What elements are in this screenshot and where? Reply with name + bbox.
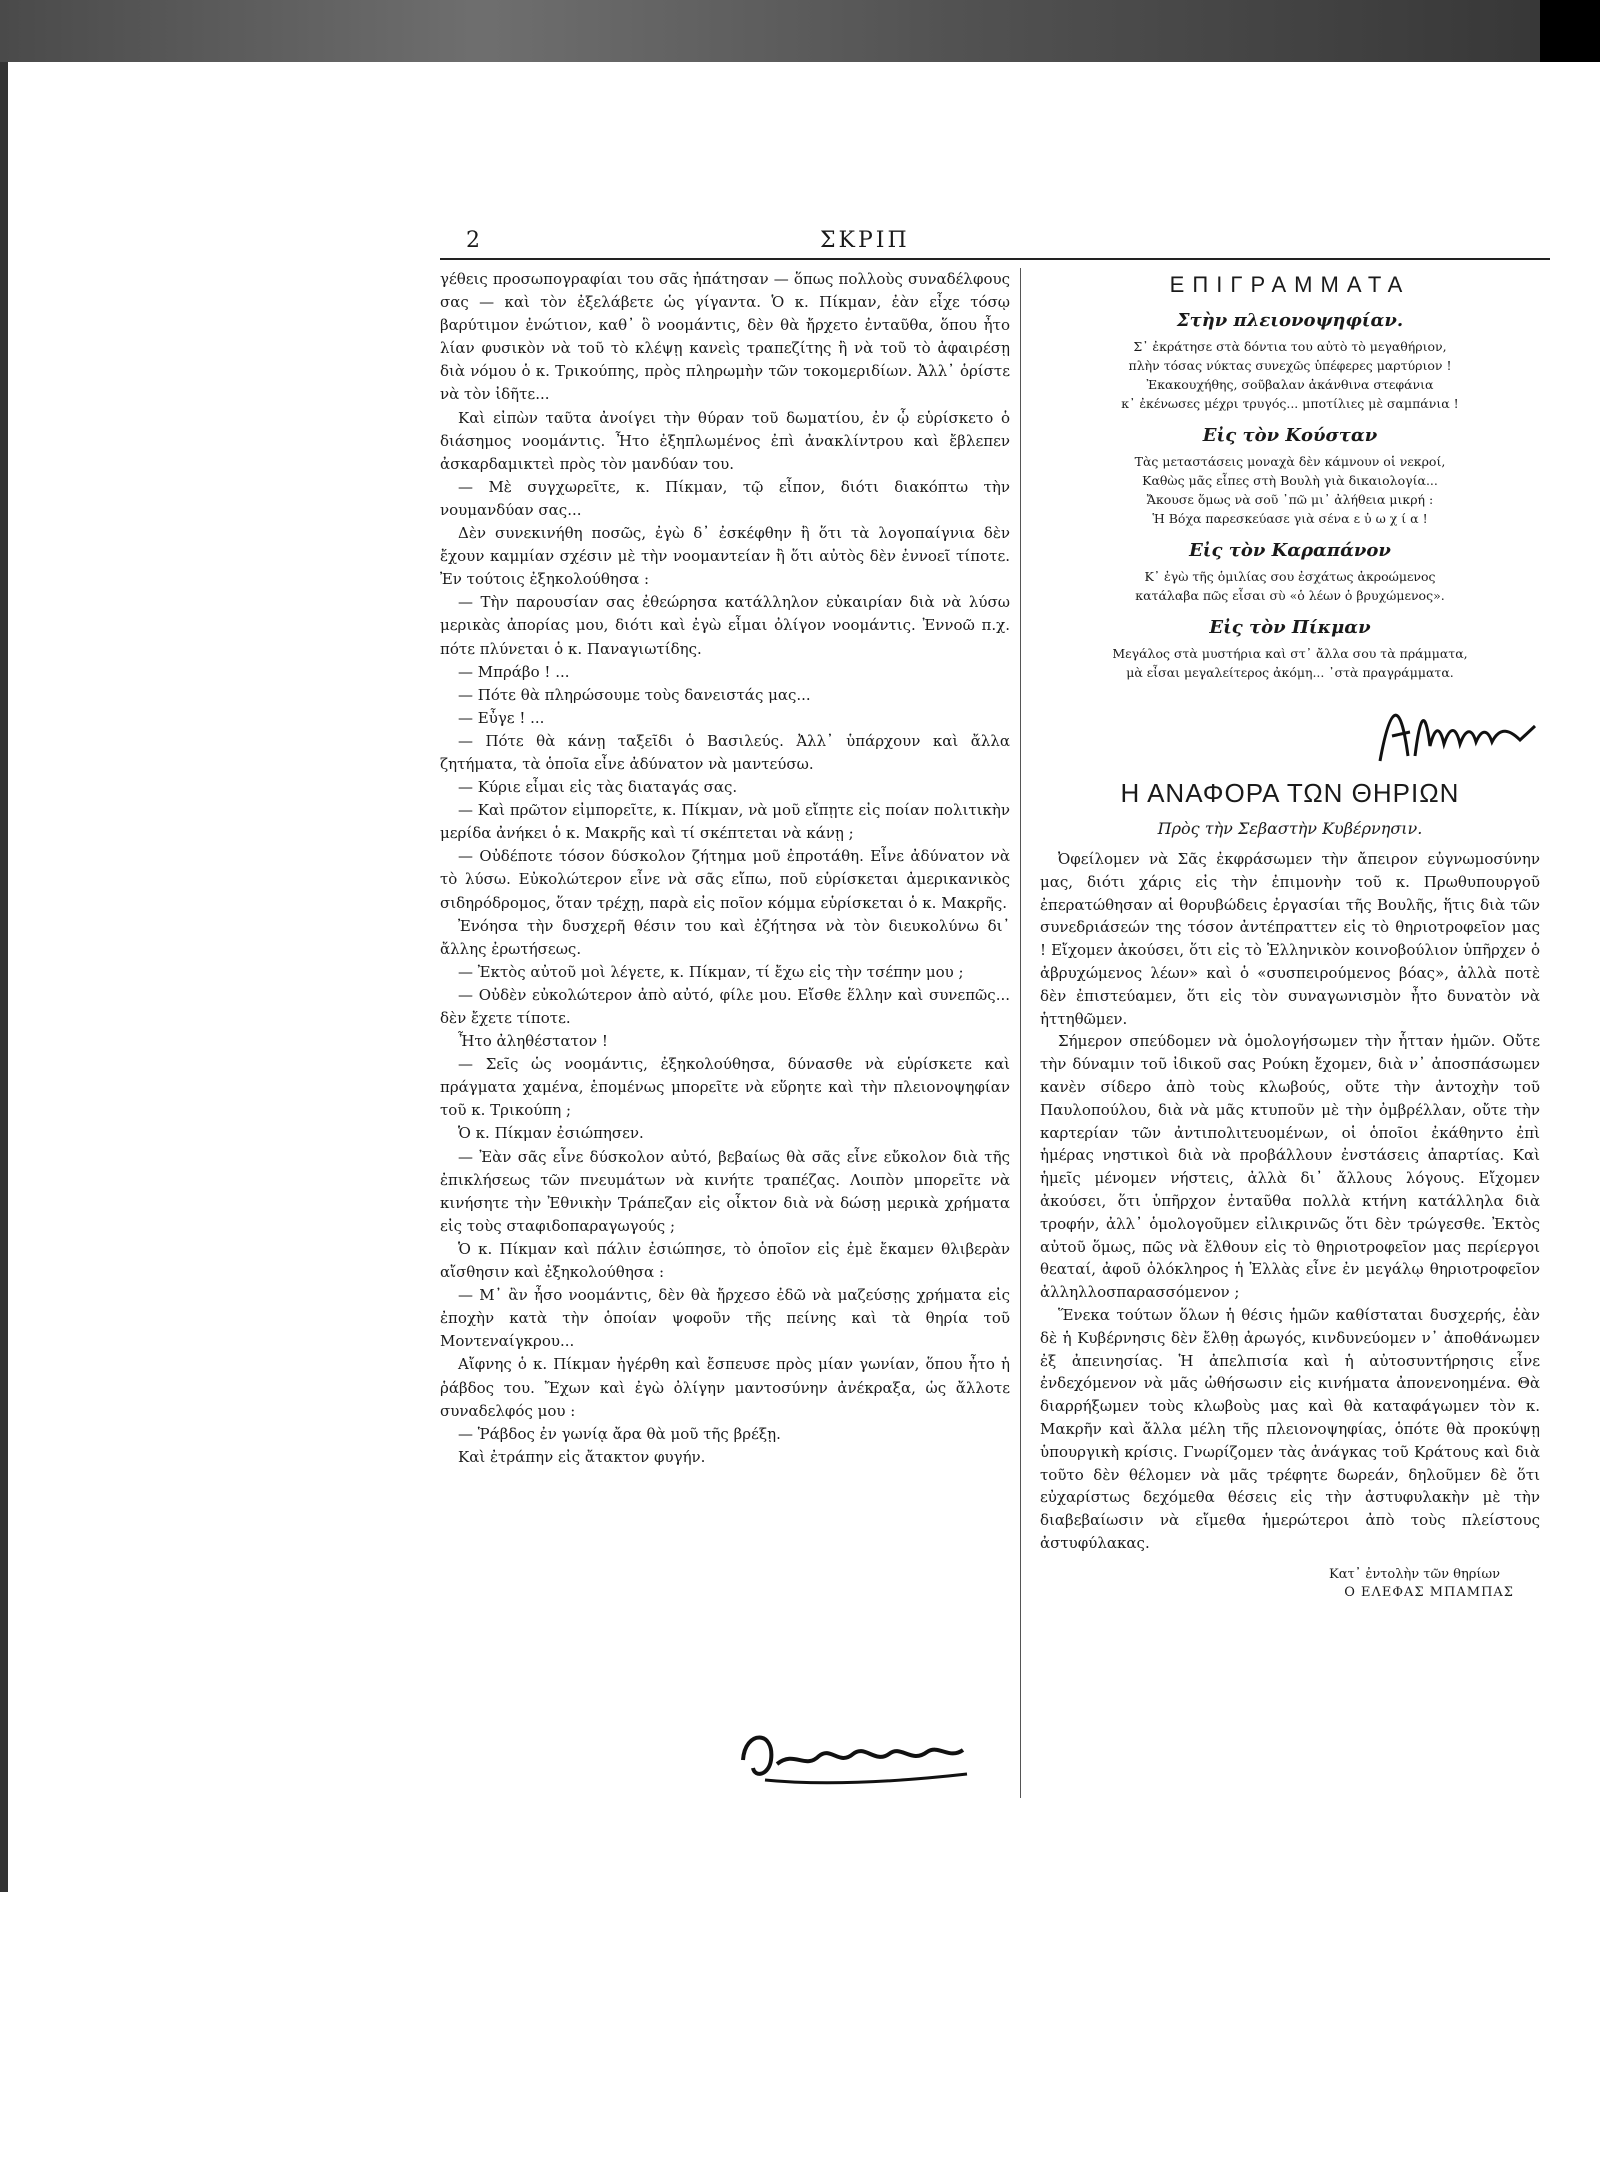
epigram-verse	[1040, 644, 1540, 682]
article-paragraph: Ἦτο ἀληθέστατον !	[458, 1032, 608, 1051]
verse-line: πλὴν τόσας νύκτας συνεχῶς ὑπέφερες μαρτύριον !	[1128, 358, 1452, 373]
article-paragraph: Καὶ εἰπὼν ταῦτα ἀνοίγει τὴν θύραν τοῦ δωματίου, ἐν ᾧ εὑρίσκετο ὁ διάσημος νοομάντις. Ἦτο ἐξηπλωμένος ἐπὶ ἀνακλίντρου καὶ ἔβλεπεν ἀσκαρδαμικτεὶ πρὸς τὸν μανδύαν του.	[440, 408, 1010, 473]
page-number: 2	[466, 228, 480, 253]
verse-line: Τὰς μεταστάσεις μοναχὰ δὲν κάμνουν οἱ νεκροί,	[1134, 454, 1446, 469]
epigrams-list	[1040, 310, 1540, 682]
article-paragraph: — Ἐὰν σᾶς εἶνε δύσκολον αὐτό, βεβαίως θὰ σᾶς εἶνε εὔκολον διὰ τῆς ἐπικλήσεως τῶν πνευμάτων νὰ κινήτε τραπέζας. Λοιπὸν μπορεῖτε νὰ κινήσητε τὴν Ἐθνικὴν Τράπεζαν εἰς οἶκτον διὰ νὰ δώσῃ μερικὰ χρήματα εἰς τοὺς σταφιδοπαραγωγούς ;	[440, 1147, 1010, 1235]
article-paragraph: Ὁ κ. Πίκμαν ἐσιώπησεν.	[458, 1124, 644, 1143]
article-paragraph: Καὶ ἐτράπην εἰς ἄτακτον φυγήν.	[458, 1447, 706, 1466]
verse-line: κ᾿ ἐκένωσες μέχρι τρυγός... μποτίλιες μὲ σαμπάνια !	[1121, 396, 1459, 411]
article-paragraph: — Κύριε εἶμαι εἰς τὰς διαταγάς σας.	[458, 778, 738, 797]
epigrams-title: ΕΠΙΓΡΑΜΜΑΤΑ	[1169, 272, 1411, 297]
article-paragraph: — Πότε θὰ πληρώσουμε τοὺς δανειστάς μας...	[458, 685, 811, 704]
article-paragraph: Δὲν συνεκινήθη ποσῶς, ἐγὼ δ᾿ ἐσκέφθην ἢ ὅτι τὰ λογοπαίγνια δὲν ἔχουν καμμίαν σχέσιν μὲ τὴν νοομαντείαν ἢ ὅτι αὐτὸς δὲν ἐννοεῖ τίποτε. Ἐν τούτοις ἐξηκολούθησα :	[440, 524, 1010, 589]
verse-line: Μεγάλος στὰ μυστήρια καὶ στ᾿ ἄλλα σου τὰ πράμματα,	[1112, 646, 1468, 661]
article-signature	[735, 1720, 975, 1794]
article-paragraph: — Ῥάβδος ἐν γωνίᾳ ἄρα θὰ μοῦ τῆς βρέξῃ.	[458, 1424, 781, 1443]
article-paragraph: — Μπράβο ! ...	[458, 662, 570, 681]
epigram-heading: Εἰς τὸν Πίκμαν	[1209, 617, 1371, 638]
article-paragraph: — Σεῖς ὡς νοομάντις, ἐξηκολούθησα, δύνασθε νὰ εὑρίσκετε καὶ πράγματα χαμένα, ἑπομένως μπορεῖτε νὰ εὕρητε καὶ τὴν πλειονοψηφίαν τοῦ κ. Τρικούπη ;	[440, 1055, 1010, 1120]
epigram-verse	[1040, 567, 1540, 605]
signature-flourish-icon	[735, 1720, 975, 1790]
verse-line: Ἐκακουχήθης, σοῦβαλαν ἀκάνθινα στεφάνια	[1146, 377, 1434, 392]
article-paragraph: — Εὖγε ! ...	[458, 708, 545, 727]
report-signer: Ο ΕΛΕΦΑΣ ΜΠΑΜΠΑΣ	[1344, 1584, 1514, 1600]
column-divider	[1020, 268, 1021, 1798]
article-paragraph: — Μ᾿ ἂν ἦσο νοομάντις, δὲν θὰ ἤρχεσο ἐδῶ νὰ μαζεύσῃς χρήματα εἰς ἐποχὴν κατὰ τὴν ὁποίαν ψοφοῦν τῆς πείνης καὶ τὰ θηρία τοῦ Μοντεναίγκρου...	[440, 1286, 1010, 1351]
report-paragraph: Σήμερον σπεύδομεν νὰ ὁμολογήσωμεν τὴν ἧτταν ἡμῶν. Οὔτε τὴν δύναμιν τοῦ ἰδικοῦ σας Ρούκη ἔχομεν, διὰ ν᾿ ἀποσπάσωμεν κανὲν σίδερο ἀπὸ τοὺς κλωβούς, οὔτε τὴν ἀντοχὴν τοῦ Παυλοπούλου, διὰ νὰ μᾶς κτυποῦν μὲ τὴν ὀμβρέλλαν, οὔτε τὴν καρτερίαν τῶν ἀντιπολιτευομένων, οἱ ὁποῖοι ἐκάθηντο ἐπὶ ἡμέρας νηστικοὶ διὰ νὰ προβάλλουν ἐνστάσεις ἀπαρτίας. Καὶ ἡμεῖς μένομεν νήστεις, ἀλλὰ δι᾿ ἄλλους λόγους. Εἴχομεν ἀκούσει, ὅτι ὑπῆρχον ἐνταῦθα πολλὰ κτήνη κατάλληλα διὰ τροφήν, ἀλλ᾿ ὁμολογοῦμεν εἰλικρινῶς ὅτι δὲν τρώγεσθε. Ἐκτὸς αὐτοῦ ὅμως, πῶς νὰ ἔλθουν εἰς τὸ θηριοτροφεῖον μας περίεργοι θεαταί, ἀφοῦ ὁλόκληρος ἡ Ἑλλὰς εἶνε ἐν μεγάλῳ θηριοτροφεῖον ἀλληλλοσπαρασσόμενον ;	[1040, 1032, 1540, 1302]
article-paragraph: Ὁ κ. Πίκμαν καὶ πάλιν ἐσιώπησε, τὸ ὁποῖον εἰς ἐμὲ ἔκαμεν θλιβερὰν αἴσθησιν καὶ ἐξηκολούθησα :	[440, 1239, 1010, 1282]
report-subtitle: Πρὸς τὴν Σεβαστὴν Κυβέρνησιν.	[1157, 819, 1423, 838]
report-signoff: Κατ᾿ ἐντολὴν τῶν θηρίων	[1329, 1566, 1500, 1582]
scan-corner-mark	[1540, 0, 1600, 62]
article-paragraph: γέθεις προσωπογραφίαι του σᾶς ἠπάτησαν — ὅπως πολλοὺς συναδέλφους σας — καὶ τὸν ἐξελάβετε ὡς γίγαντα. Ὁ κ. Πίκμαν, ἐὰν εἶχε τόσῳ βαρύτιμον ἐνώτιον, καθ᾿ ὃ νοομάντις, δὲν θὰ ἤρχετο ἐνταῦθα, ὅπου ἦτο λίαν φυσικὸν νὰ τοῦ τὸ κλέψῃ κανεὶς τραπεζίτης ἢ νὰ τοῦ τὸ ἀφαιρέσῃ διὰ νόμου ὁ κ. Τρικούπης, πρὸς πληρωμὴν τῶν τοκομεριδίων. Ἀλλ᾿ ὁρίστε νὰ τὸν ἰδῆτε...	[440, 270, 1010, 404]
verse-line: Ἄκουσε ὅμως νὰ σοῦ ᾿πῶ μι᾿ ἀλήθεια μικρή :	[1146, 492, 1434, 507]
signature-scrawl-icon	[1370, 686, 1550, 776]
masthead: ΣΚΡΙΠ	[820, 228, 910, 253]
report-paragraph: Ἕνεκα τούτων ὅλων ἡ θέσις ἡμῶν καθίσταται δυσχερής, ἐὰν δὲ ἡ Κυβέρνησις δὲν ἔλθῃ ἀρωγός, κινδυνεύομεν ν᾿ ἀποθάνωμεν ἐξ ἀπεινησίας. Ἡ ἀπελπισία καὶ ἡ αὐτοσυντήρησις εἶνε ἐνδεχόμενον νὰ μᾶς ὠθήσωσιν εἰς κινήματα ἀπονενοημένα. Θὰ διαρρήξωμεν τοὺς κλωβοὺς μας καὶ θὰ καταφάγωμεν τὸν κ. Μακρῆν καὶ ἄλλα μέλη τῆς πλειονοψηφίας, ὁπότε θὰ προκύψῃ ὑπουργικὴ κρίσις. Γνωρίζομεν τὰς ἀνάγκας τοῦ Κράτους καὶ διὰ τοῦτο δὲν θέλομεν νὰ μᾶς τρέφητε δωρεάν, δηλοῦμεν δὲ ὅτι εὐχαρίστως δεχόμεθα θέσεις εἰς τὴν ἀστυφυλακὴν μὲ τὴν διαβεβαίωσιν νὰ εἴμεθα ἡμερώτεροι ἀπὸ τοὺς πλείστους ἀστυφύλακας.	[1040, 1305, 1540, 1552]
article-paragraph: Αἴφνης ὁ κ. Πίκμαν ἠγέρθη καὶ ἔσπευσε πρὸς μίαν γωνίαν, ὅπου ἦτο ἡ ῥάβδος του. Ἔχων καὶ ἐγὼ ὀλίγην μαντοσύνην ἀνέκραξα, ὡς ἄλλοτε συναδελφός μου :	[440, 1355, 1010, 1420]
scan-dark-border	[0, 0, 1600, 62]
header-rule	[440, 258, 1550, 260]
verse-line: μὰ εἶσαι μεγαλείτερος ἀκόμη... ᾿στὰ πραγράμματα.	[1126, 665, 1454, 680]
verse-line: Σ᾿ ἐκράτησε στὰ δόντια του αὐτὸ τὸ μεγαθήριον,	[1133, 339, 1447, 354]
article-paragraph: — Οὐδὲν εὐκολώτερον ἀπὸ αὐτό, φίλε μου. Εἴσθε ἕλλην καὶ συνεπῶς... δὲν ἔχετε τίποτε.	[440, 985, 1010, 1027]
verse-line: Ἡ Βόχα παρεσκεύασε γιὰ σένα ε ὐ ω χ ί α !	[1152, 511, 1428, 526]
article-paragraph: — Ἐκτὸς αὐτοῦ μοὶ λέγετε, κ. Πίκμαν, τί ἔχω εἰς τὴν τσέπην μου ;	[458, 962, 964, 981]
running-head	[460, 228, 1600, 258]
article-paragraph: — Μὲ συγχωρεῖτε, κ. Πίκμαν, τῷ εἶπον, διότι διακόπτω τὴν νουμανδύαν σας...	[440, 477, 1010, 519]
epigram-verse	[1040, 337, 1540, 413]
article-paragraph: — Καὶ πρῶτον εἰμπορεῖτε, κ. Πίκμαν, νὰ μοῦ εἴπῃτε εἰς ποίαν πολιτικὴν μερίδα ἀνήκει ὁ κ. Μακρῆς καὶ τί σκέπτεται νὰ κάνῃ ;	[440, 801, 1010, 843]
right-column	[1040, 272, 1540, 1832]
epigram-verse	[1040, 452, 1540, 528]
article-paragraph: Ἐνόησα τὴν δυσχερῆ θέσιν του καὶ ἐζήτησα νὰ τὸν διευκολύνω δι᾿ ἄλλης ἐρωτήσεως.	[440, 916, 1010, 958]
epigram-heading: Εἰς τὸν Καραπάνον	[1189, 540, 1391, 561]
epigram-heading: Εἰς τὸν Κούσταν	[1202, 425, 1378, 446]
scan-left-border	[0, 62, 8, 1892]
verse-line: Καθὼς μᾶς εἶπες στὴ Βουλὴ γιὰ δικαιολογία...	[1142, 473, 1438, 488]
epigram-heading: Στὴν πλειονοψηφίαν.	[1176, 310, 1404, 331]
report-body	[1040, 848, 1540, 1555]
verse-line: κατάλαβα πῶς εἶσαι σὺ «ὁ λέων ὁ βρυχώμενος».	[1135, 588, 1445, 603]
left-column-article	[440, 268, 1010, 1818]
epigram-signature	[1040, 682, 1540, 772]
report-title: Η ΑΝΑΦΟΡΑ ΤΩΝ ΘΗΡΙΩΝ	[1120, 778, 1460, 808]
verse-line: Κ᾿ ἐγὼ τῆς ὁμιλίας σου ἐσχάτως ἀκροώμενος	[1144, 569, 1436, 584]
article-paragraph: — Οὐδέποτε τόσον δύσκολον ζήτημα μοῦ ἐπροτάθη. Εἶνε ἀδύνατον νὰ τὸ λύσω. Εὐκολώτερον εἶνε νὰ σᾶς εἴπω, ποῦ εὑρίσκεται ἀμερικανικὸς σιδηρόδρομος, ὅταν τρέχῃ, παρὰ εἰς ποῖον κόμμα εὑρίσκεται ὁ κ. Μακρῆς.	[440, 847, 1010, 912]
article-paragraph: — Τὴν παρουσίαν σας ἐθεώρησα κατάλληλον εὐκαιρίαν διὰ νὰ λύσω μερικὰς ἀπορίας μου, διότι καὶ ἐγὼ εἶμαι ὀλίγον νοομάντις. Ἐννοῶ π.χ. πότε πλύνεται ὁ κ. Παναγιωτίδης.	[440, 593, 1010, 658]
report-paragraph: Ὀφείλομεν νὰ Σᾶς ἐκφράσωμεν τὴν ἄπειρον εὐγνωμοσύνην μας, διότι χάρις εἰς τὴν ἐπιμονὴν τοῦ κ. Πρωθυπουργοῦ ἐπερατώθησαν αἱ θορυβώδεις ἐργασίαι τῆς Βουλῆς, ἥτις διὰ τῶν συνεδριάσεών της τόσον ἀντέπραττεν εἰς τὸ θηριοτροφεῖον μας ! Εἴχομεν ἀκούσει, ὅτι εἰς τὸ Ἑλληνικὸν κοινοβούλιον ὑπῆρχεν ὁ ἀβρυχώμενος λέων» καὶ ὁ «συσπειρούμενος βόας», ἀλλὰ ποτὲ δὲν ἐπιστεύαμεν, ὅτι εἰς τὸν συναγωνισμὸν ἦτο δυνατὸν νὰ ἡττηθῶμεν.	[1040, 850, 1540, 1028]
article-paragraph: — Πότε θὰ κάνῃ ταξεῖδι ὁ Βασιλεύς. Ἀλλ᾿ ὑπάρχουν καὶ ἄλλα ζητήματα, τὰ ὁποῖα εἶνε ἀδύνατον νὰ μαντεύσω.	[440, 731, 1010, 773]
